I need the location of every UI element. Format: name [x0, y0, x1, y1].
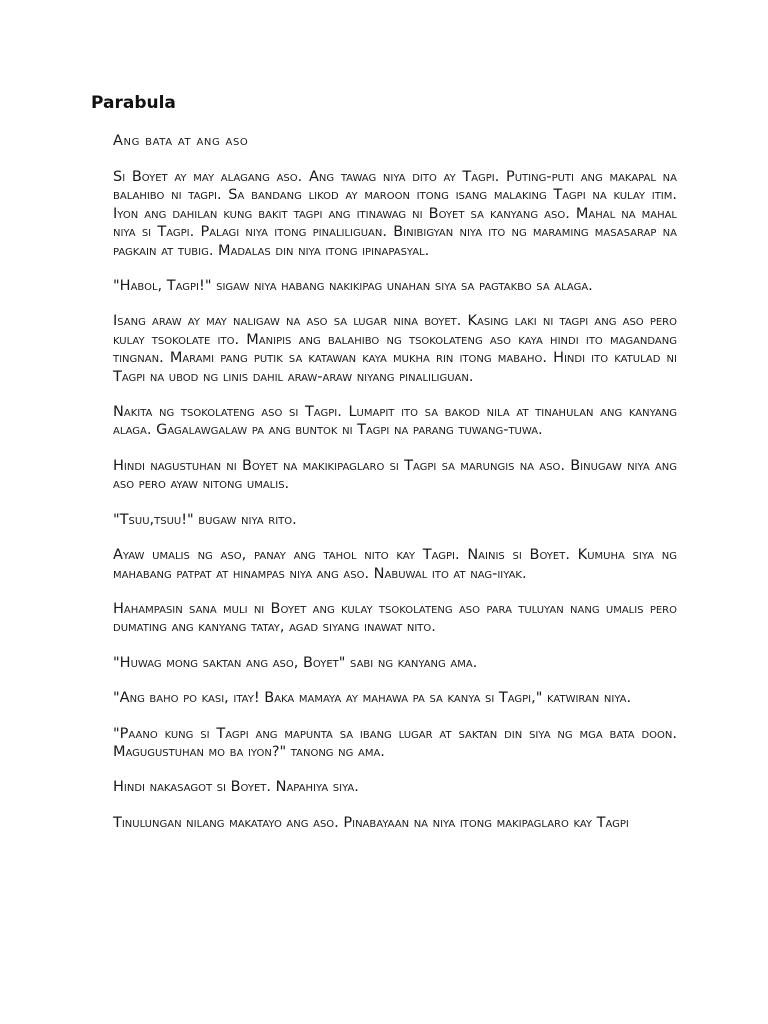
paragraph: Si Boyet ay may alagang aso. Ang tawag niya dito ay Tagpi. Puting-puti ang makapal na balahibo ni tagpi. Sa bandang likod ay maroon itong isang malaking Tagpi na kulay itim. Iyon ang dahilan kung bakit tagpi ang itinawag ni Boyet sa kanyang aso. Mahal na mahal niya si Tagpi. Palagi niya itong pinaliliguan. Binibigyan niya ito ng maraming masasarap na pagkain at tubig. Madalas din niya itong ipinapasyal.	[113, 169, 677, 259]
paragraph: Nakita ng tsokolateng aso si Tagpi. Lumapit ito sa bakod nila at tinahulan ang kanyang alaga. Gagalawgalaw pa ang buntok ni Tagpi na parang tuwang-tuwa.	[113, 404, 677, 439]
paragraph: Hahampasin sana muli ni Boyet ang kulay tsokolateng aso para tuluyan nang umalis pero dumating ang kanyang tatay, agad siyang inawat nito.	[113, 600, 677, 636]
story-title: Ang bata at ang aso	[113, 133, 249, 149]
paragraph: "Paano kung si Tagpi ang mapunta sa ibang lugar at saktan din siya ng mga bata doon. Magugustuhan mo ba iyon?" tanong ng ama.	[113, 725, 677, 760]
paragraph: Tinulungan nilang makatayo ang aso. Pinabayaan na niya itong makipaglaro kay Tagpi	[113, 814, 629, 831]
paragraph: Hindi nakasagot si Boyet. Napahiya siya.	[113, 779, 359, 796]
paragraph: Ayaw umalis ng aso, panay ang tahol nito kay Tagpi. Nainis si Boyet. Kumuha siya ng mahabang patpat at hinampas niya ang aso. Nabuwal ito at nag-iiyak.	[113, 547, 677, 582]
paragraph: "Ang baho po kasi, itay! Baka mamaya ay mahawa pa sa kanya si Tagpi," katwiran niya.	[113, 690, 632, 707]
paragraph: Hindi nagustuhan ni Boyet na makikipaglaro si Tagpi sa marungis na aso. Binugaw niya ang aso pero ayaw nitong umalis.	[113, 457, 677, 493]
paragraph: "Huwag mong saktan ang aso, Boyet" sabi ng kanyang ama.	[113, 654, 478, 671]
section-heading: Parabula	[91, 93, 176, 113]
paragraph: "Habol, Tagpi!" sigaw niya habang nakikipag unahan siya sa pagtakbo sa alaga.	[113, 278, 593, 295]
paragraph: Isang araw ay may naligaw na aso sa lugar nina boyet. Kasing laki ni tagpi ang aso pero kulay tsokolate ito. Manipis ang balahibo ng tsokolateng aso kaya hindi ito magandang tingnan. Marami pang putik sa katawan kaya mukha rin itong mabaho. Hindi ito katulad ni Tagpi na ubod ng linis dahil araw-araw niyang pinaliliguan.	[113, 313, 677, 385]
paragraph: "Tsuu,tsuu!" bugaw niya rito.	[113, 511, 297, 528]
story-body	[113, 131, 677, 832]
